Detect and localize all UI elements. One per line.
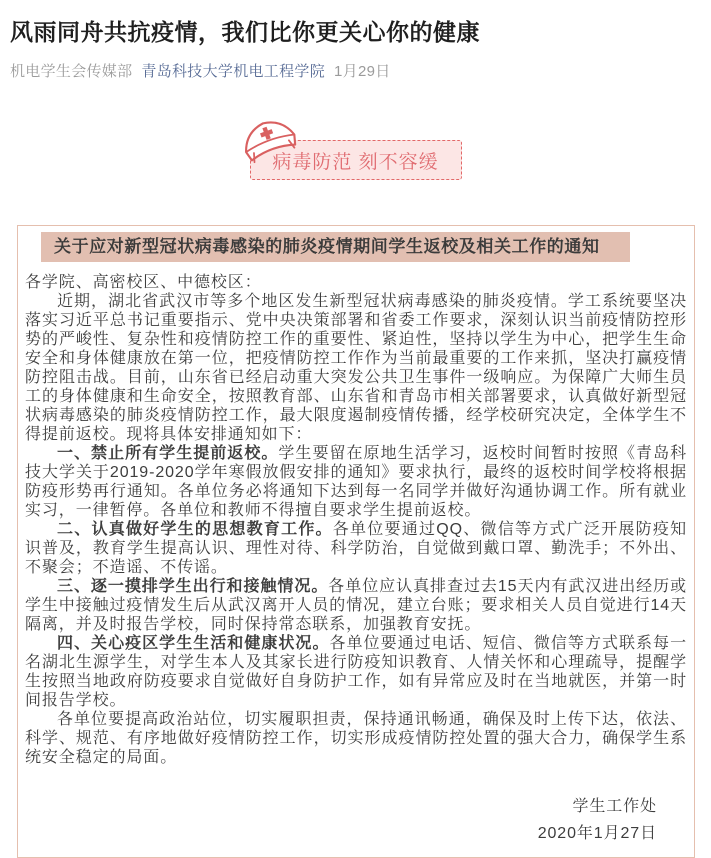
notice-salutation: 各学院、高密校区、中德校区： <box>25 274 262 291</box>
byline <box>10 60 711 81</box>
article-page <box>0 17 711 858</box>
notice-item-2-lead: 二、认真做好学生的思想教育工作。 <box>57 521 333 538</box>
badge-label: 病毒防范 刻不容缓 <box>250 140 462 180</box>
notice-item-1-lead: 一、禁止所有学生提前返校。 <box>57 445 279 462</box>
notice-item-4-lead: 四、关心疫区学生生活和健康状况。 <box>57 635 330 652</box>
notice-title-bar: 关于应对新型冠状病毒感染的肺炎疫情期间学生返校及相关工作的通知 <box>41 232 630 262</box>
account-link[interactable]: 青岛科技大学机电工程学院 <box>141 63 326 80</box>
notice-item-4-body: 各单位要通过电话、短信、微信等方式联系每一名湖北生源学生，对学生本人及其家长进行防疫知识教育、人情关怀和心理疏导，提醒学生按照当地政府防疫要求自觉做好自身防护工作，如有异常应及时在当地就医，并第一时间报告学校。 <box>25 635 687 709</box>
notice-item-1 <box>25 444 687 520</box>
virus-prevention-badge <box>250 140 462 180</box>
notice-document <box>17 225 695 858</box>
publish-date: 1月29日 <box>334 63 391 80</box>
notice-item-3-lead: 三、逐一摸排学生出行和接触情况。 <box>57 578 329 595</box>
notice-closing-paragraph: 各单位要提高政治站位，切实履职担责，保持通讯畅通，确保及时上传下达，依法、科学、规范、有序地做好疫情防控工作，切实形成疫情防控处置的强大合力，确保学生系统安全稳定的局面。 <box>25 711 687 766</box>
notice-item-2-body: 各单位要通过QQ、微信等方式广泛开展防疫知识普及，教育学生提高认识、理性对待、科学防治，自觉做到戴口罩、勤洗手；不外出、不聚会；不造谣、不传谣。 <box>25 521 687 576</box>
notice-item-2 <box>25 520 687 577</box>
notice-item-3 <box>25 577 687 634</box>
notice-item-4 <box>25 634 687 710</box>
notice-item-3-body: 各单位应认真排查过去15天内有武汉进出经历或学生中接触过疫情发生后从武汉离开人员的情况，建立台账；要求相关人员自觉进行14天隔离，并及时报告学校，同时保持常态联系，加强教育安抚。 <box>25 578 687 633</box>
signature-date: 2020年1月27日 <box>537 825 657 842</box>
notice-signature <box>25 793 687 847</box>
notice-intro-paragraph: 近期，湖北省武汉市等多个地区发生新型冠状病毒感染的肺炎疫情。学工系统要坚决落实习近平总书记重要指示、党中央决策部署和省委工作要求，深刻认识当前疫情防控形势的严峻性、复杂性和疫情防控工作的重要性、紧迫性，坚持以学生为中心，把学生生命安全和身体健康放在第一位，把疫情防控工作作为当前最重要的工作来抓，坚决打赢疫情防控阻击战。目前，山东省已经启动重大突发公共卫生事件一级响应。为保障广大师生员工的身体健康和生命安全，按照教育部、山东省和青岛市相关部署要求，认真做好新型冠状病毒感染的肺炎疫情防控工作，最大限度遏制疫情传播，经学校研究决定，全体学生不得提前返校。现将具体安排通知如下： <box>25 293 687 443</box>
notice-item-1-body: 学生要留在原地生活学习，返校时间暂时按照《青岛科技大学关于2019-2020学年寒假放假安排的通知》要求执行，最终的返校时间学校将根据防疫形势再行通知。各单位务必将通知下达到每一名同学并做好沟通协调工作。所有就业实习，一律暂停。各单位和教师不得擅自要求学生提前返校。 <box>25 445 688 519</box>
byline-author: 机电学生会传媒部 <box>10 63 133 80</box>
signature-org: 学生工作处 <box>572 798 657 815</box>
page-title: 风雨同舟共抗疫情，我们比你更关心你的健康 <box>10 19 480 45</box>
notice-body <box>25 273 687 847</box>
